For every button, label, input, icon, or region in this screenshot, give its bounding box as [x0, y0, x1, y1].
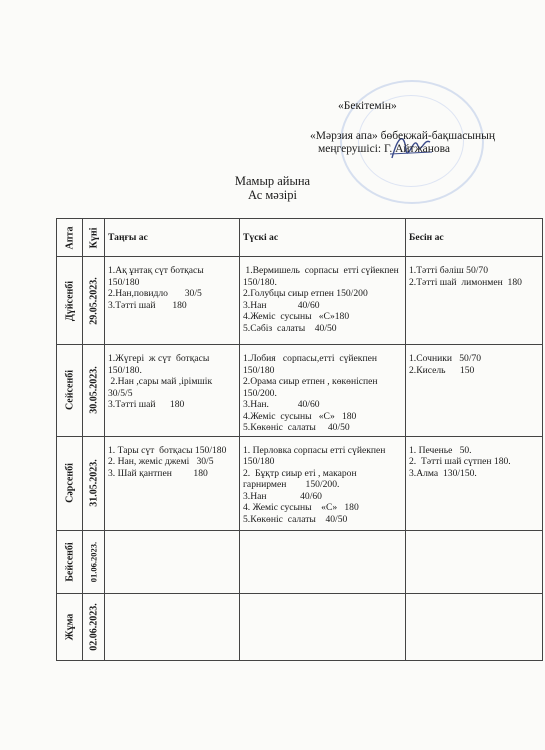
- snack-cell: [406, 593, 543, 660]
- lunch-cell: 1.Лобия сорпасы,етті сүйекпен 150/180 2.Орама сиыр етпен , көкөніспен 150/200. 3.Нан. 40/60 4.Жеміс сусыны «С» 180 5.Көкөніс салаты 40/50: [240, 345, 406, 437]
- date-cell: 29.05.2023.: [83, 257, 105, 345]
- snack-cell: 1.Тәтті бәліш 50/70 2.Тәтті шай лимонмен 180: [406, 257, 543, 345]
- menu-title: Ас мәзірі: [248, 188, 297, 202]
- breakfast-cell: [105, 530, 240, 593]
- snack-cell: 1. Печенье 50. 2. Тәтті шай сүтпен 180. 3.Алма 130/150.: [406, 436, 543, 530]
- table-header-row: [57, 219, 543, 257]
- table-row: [57, 436, 543, 530]
- day-cell: Дүйсенбі: [57, 257, 83, 345]
- snack-cell: 1.Сочники 50/70 2.Кисель 150: [406, 345, 543, 437]
- approval-organization: «Мәрзия апа» бөбекжай-бақшасының: [310, 130, 496, 142]
- menu-table: [56, 218, 543, 661]
- day-cell: Жұма: [57, 593, 83, 660]
- header-week: Апта: [57, 219, 83, 257]
- header-breakfast: Таңғы ас: [105, 219, 240, 257]
- date-cell: 01.06.2023.: [83, 530, 105, 593]
- day-cell: Сейсенбі: [57, 345, 83, 437]
- date-cell: 31.05.2023.: [83, 436, 105, 530]
- table-row: [57, 257, 543, 345]
- lunch-cell: 1.Вермишель сорпасы етті сүйекпен 150/180. 2.Голубцы сиыр етпен 150/200 3.Нан 40/60 4.Жеміс сусыны «С»180 5.Сәбіз салаты 40/50: [240, 257, 406, 345]
- breakfast-cell: 1.Жүгері ж сүт ботқасы 150/180. 2.Нан ,сары май ,ірімшік 30/5/5 3.Тәтті шай 180: [105, 345, 240, 437]
- date-cell: 30.05.2023.: [83, 345, 105, 437]
- lunch-cell: [240, 530, 406, 593]
- snack-cell: [406, 530, 543, 593]
- lunch-cell: 1. Перловка сорпасы етті сүйекпен 150/180 2. Бұқтр сиыр еті , макарон гарнирмен 150/200. 3.Нан 40/60 4. Жеміс сусыны «С» 180 5.Көкөніс салаты 40/50: [240, 436, 406, 530]
- menu-month-heading: Мамыр айына: [234, 174, 311, 188]
- breakfast-cell: [105, 593, 240, 660]
- day-cell: Бейсенбі: [57, 530, 83, 593]
- table-row: [57, 345, 543, 437]
- table-row: [57, 530, 543, 593]
- header-lunch: Түскі ас: [240, 219, 406, 257]
- lunch-cell: [240, 593, 406, 660]
- day-cell: Сәрсенбі: [57, 436, 83, 530]
- breakfast-cell: 1. Тары сүт ботқасы 150/180 2. Нан, жеміс джемі 30/5 3. Шай қантпен 180: [105, 436, 240, 530]
- date-cell: 02.06.2023.: [83, 593, 105, 660]
- breakfast-cell: 1.Ақ ұнтақ сүт ботқасы 150/180 2.Нан,повидло 30/5 3.Тәтті шай 180: [105, 257, 240, 345]
- approval-director: меңгерушісі: Г. Айтжанова: [318, 143, 451, 155]
- approval-title: «Бекітемін»: [338, 100, 397, 112]
- table-row: [57, 593, 543, 660]
- header-date: Күні: [83, 219, 105, 257]
- header-snack: Бесін ас: [406, 219, 543, 257]
